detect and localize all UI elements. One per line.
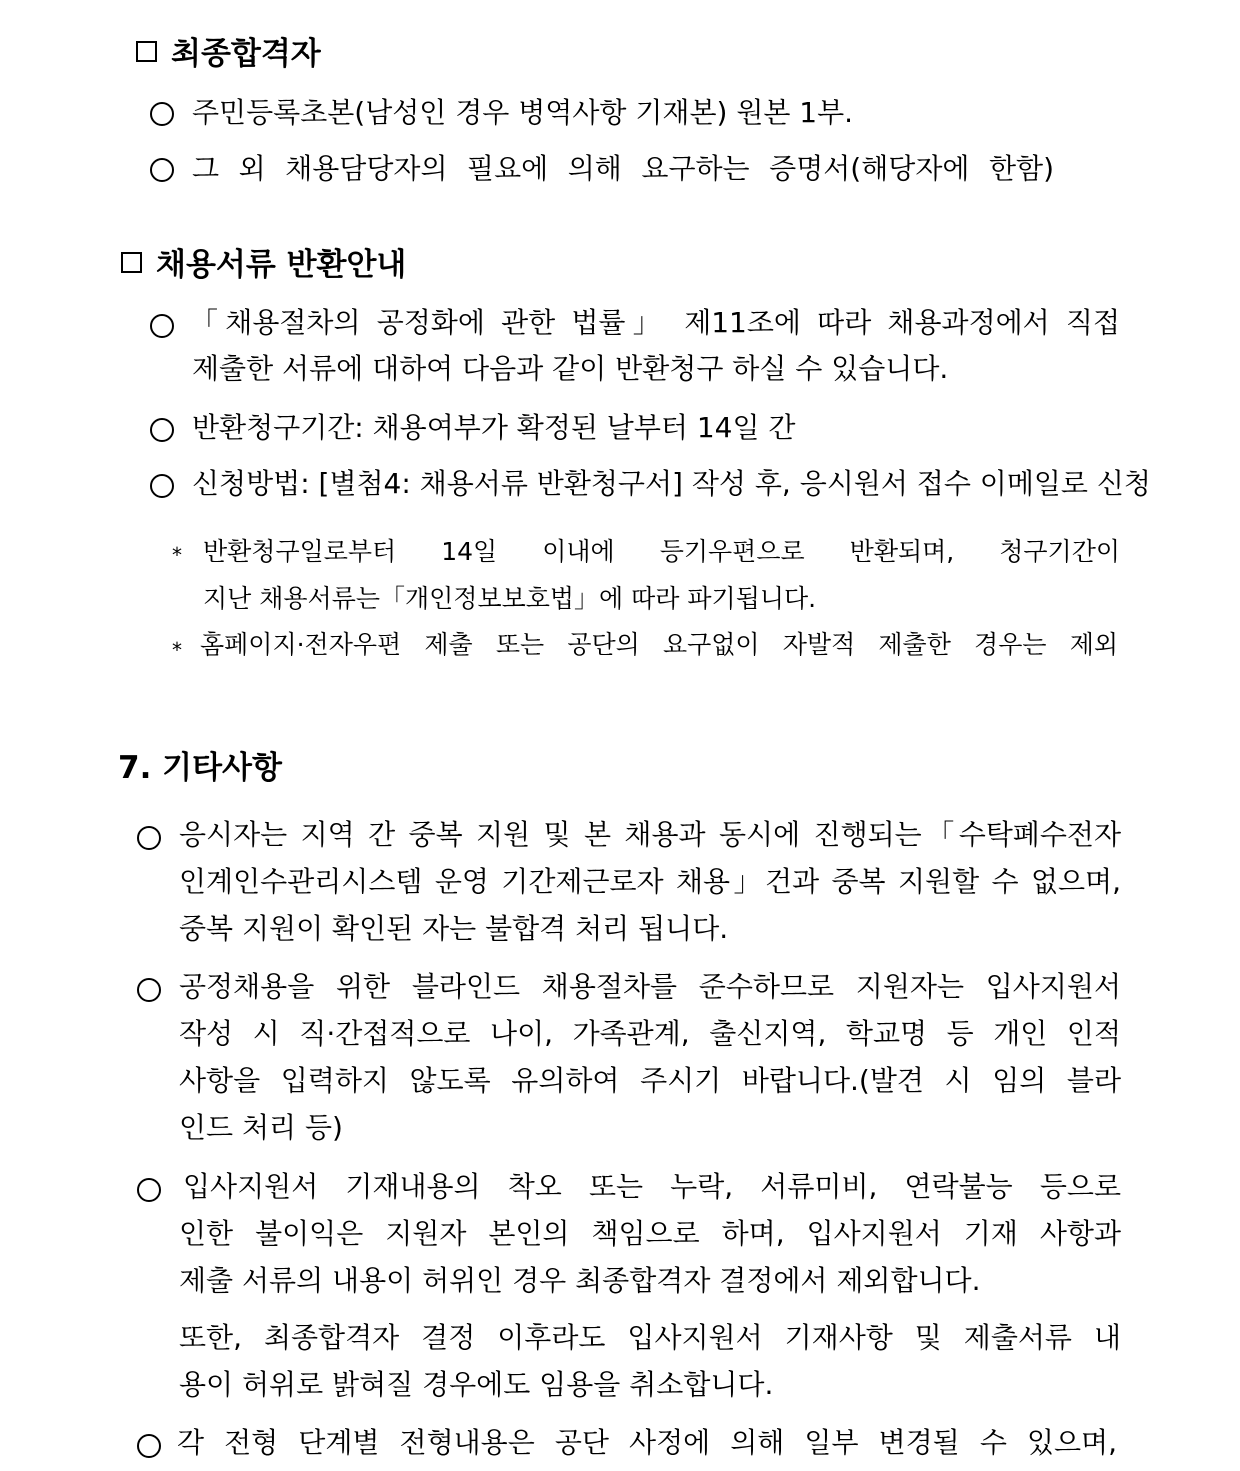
paragraph-line: 제출 서류의 내용이 허위인 경우 최종합격자 결정에서 제외합니다.: [179, 1264, 981, 1297]
circle-bullet-icon: [150, 474, 174, 498]
paragraph-line: 용이 허위로 밝혀질 경우에도 임용을 취소합니다.: [179, 1368, 774, 1401]
note-marker: *: [172, 543, 182, 567]
paragraph-line: 사항을 입력하지 않도록 유의하여 주시기 바랍니다.(발견 시 임의 블라: [179, 1064, 1121, 1097]
circle-bullet-icon: [150, 158, 174, 182]
note-marker: *: [172, 638, 182, 662]
paragraph-line: 작성 시 직·간접적으로 나이, 가족관계, 출신지역, 학교명 등 개인 인적: [179, 1017, 1121, 1050]
circle-bullet-icon: [137, 978, 161, 1002]
section-title: 최종합격자: [171, 36, 321, 72]
paragraph-line: 입사지원서 기재내용의 착오 또는 누락, 서류미비, 연락불능 등으로: [183, 1170, 1121, 1203]
checkbox-square-icon: [136, 41, 157, 62]
paragraph-line: 또한, 최종합격자 결정 이후라도 입사지원서 기재사항 및 제출서류 내: [179, 1321, 1121, 1354]
note-line: 반환청구일로부터 14일 이내에 등기우편으로 반환되며, 청구기간이: [203, 537, 1120, 566]
list-item: 신청방법: [별첨4: 채용서류 반환청구서] 작성 후, 응시원서 접수 이메일로 신청: [192, 467, 1151, 500]
note-line: 홈페이지·전자우편 제출 또는 공단의 요구없이 자발적 제출한 경우는 제외: [200, 630, 1118, 659]
paragraph-line: 각 전형 단계별 전형내용은 공단 사정에 의해 일부 변경될 수 있으며,: [177, 1426, 1117, 1459]
list-item: 반환청구기간: 채용여부가 확정된 날부터 14일 간: [192, 411, 796, 444]
list-item-line: 「채용절차의 공정화에 관한 법률」 제11조에 따라 채용과정에서 직접: [190, 306, 1120, 339]
section-heading-final-passers: [136, 34, 321, 74]
circle-bullet-icon: [137, 1178, 161, 1202]
paragraph-line: 공정채용을 위한 블라인드 채용절차를 준수하므로 지원자는 입사지원서: [179, 970, 1121, 1003]
section-title: 채용서류 반환안내: [156, 247, 407, 283]
paragraph-line: 인한 불이익은 지원자 본인의 책임으로 하며, 입사지원서 기재 사항과: [179, 1217, 1121, 1250]
circle-bullet-icon: [137, 1434, 161, 1458]
paragraph-line: 중복 지원이 확인된 자는 불합격 처리 됩니다.: [179, 912, 729, 945]
checkbox-square-icon: [121, 252, 142, 273]
section-heading-misc: [118, 748, 282, 788]
list-item: 그 외 채용담당자의 필요에 의해 요구하는 증명서(해당자에 한함): [192, 152, 1054, 185]
paragraph-line: 인드 처리 등): [179, 1111, 343, 1144]
paragraph-line: 응시자는 지역 간 중복 지원 및 본 채용과 동시에 진행되는「수탁폐수전자: [179, 818, 1121, 851]
note-line: 지난 채용서류는「개인정보보호법」에 따라 파기됩니다.: [203, 584, 817, 613]
section-heading-document-return: [121, 245, 406, 285]
list-item: 주민등록초본(남성인 경우 병역사항 기재본) 원본 1부.: [192, 96, 854, 129]
circle-bullet-icon: [137, 826, 161, 850]
circle-bullet-icon: [150, 418, 174, 442]
circle-bullet-icon: [150, 102, 174, 126]
paragraph-line: 인계인수관리시스템 운영 기간제근로자 채용」건과 중복 지원할 수 없으며,: [179, 865, 1121, 898]
section-title: 7. 기타사항: [118, 750, 282, 786]
circle-bullet-icon: [150, 314, 174, 338]
list-item-line: 제출한 서류에 대하여 다음과 같이 반환청구 하실 수 있습니다.: [192, 352, 949, 385]
